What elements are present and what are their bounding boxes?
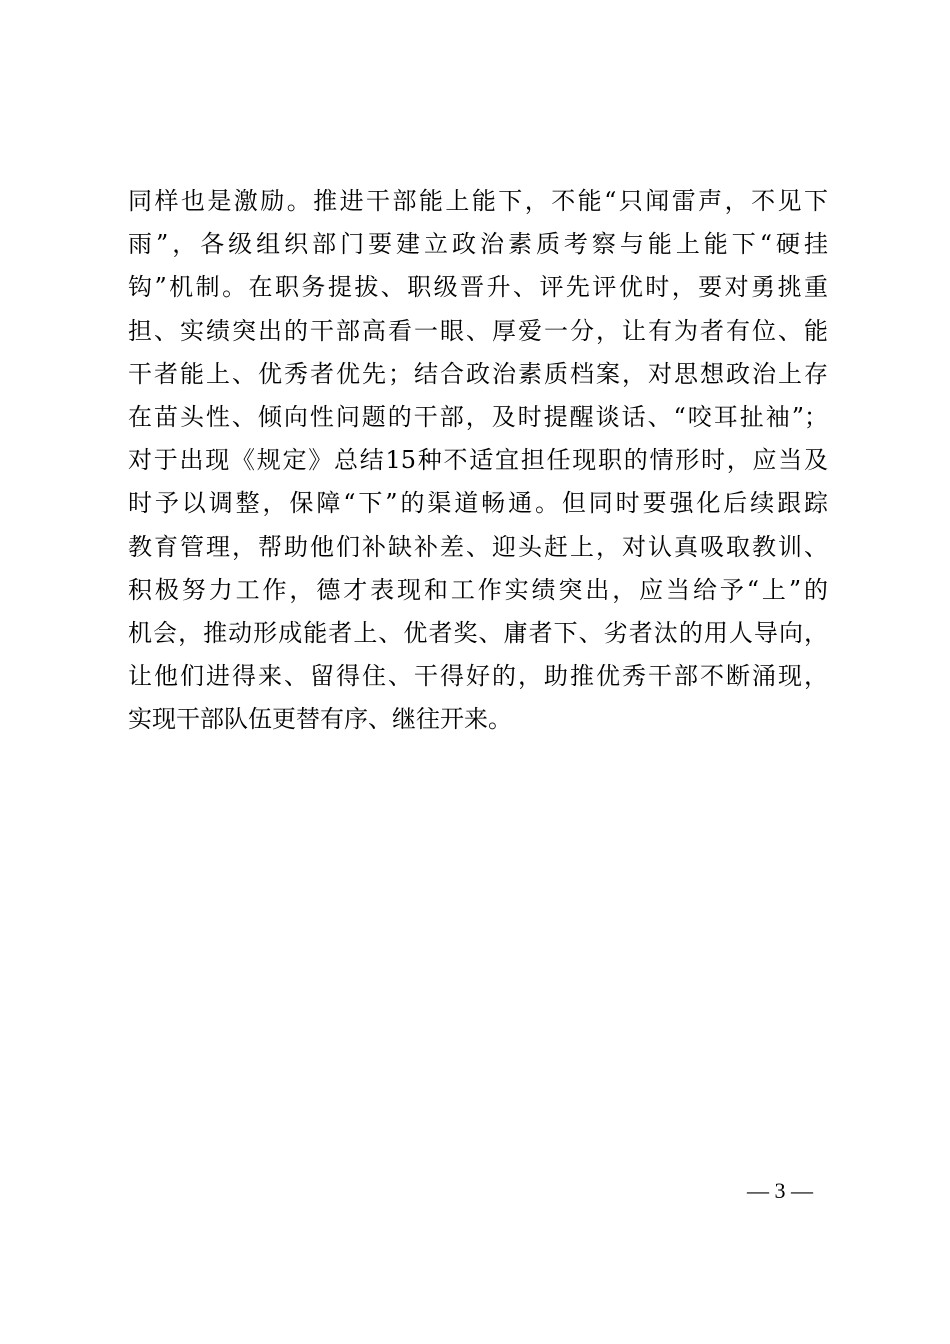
paragraph-line-5: 干者能上、优秀者优先；结合政治素质档案，对思想政治上存 — [128, 359, 828, 388]
paragraph-line-3: 钩”机制。在职务提拔、职级晋升、评先评优时，要对勇挑重 — [128, 273, 828, 302]
paragraph-line-2: 雨”，各级组织部门要建立政治素质考察与能上能下“硬挂 — [128, 230, 828, 259]
paragraph-line-8: 时予以调整，保障“下”的渠道畅通。但同时要强化后续跟踪 — [128, 489, 828, 518]
paragraph-line-7: 对于出现《规定》总结15种不适宜担任现职的情形时，应当及 — [128, 446, 828, 475]
paragraph-line-11: 机会，推动形成能者上、优者奖、庸者下、劣者汰的用人导向， — [128, 618, 828, 647]
paragraph-line-9: 教育管理，帮助他们补缺补差、迎头赶上，对认真吸取教训、 — [128, 532, 828, 561]
paragraph-line-13: 实现干部队伍更替有序、继往开来。 — [128, 705, 512, 734]
paragraph-line-10: 积极努力工作，德才表现和工作实绩突出，应当给予“上”的 — [128, 575, 828, 604]
paragraph-line-12: 让他们进得来、留得住、干得好的，助推优秀干部不断涌现， — [128, 662, 828, 691]
page-number: — 3 — — [747, 1178, 813, 1203]
paragraph-line-6: 在苗头性、倾向性问题的干部，及时提醒谈话、“咬耳扯袖”； — [128, 402, 828, 431]
body-paragraph — [128, 180, 828, 741]
paragraph-line-4: 担、实绩突出的干部高看一眼、厚爱一分，让有为者有位、能 — [128, 316, 828, 345]
paragraph-line-1: 同样也是激励。推进干部能上能下，不能“只闻雷声，不见下 — [128, 187, 828, 215]
